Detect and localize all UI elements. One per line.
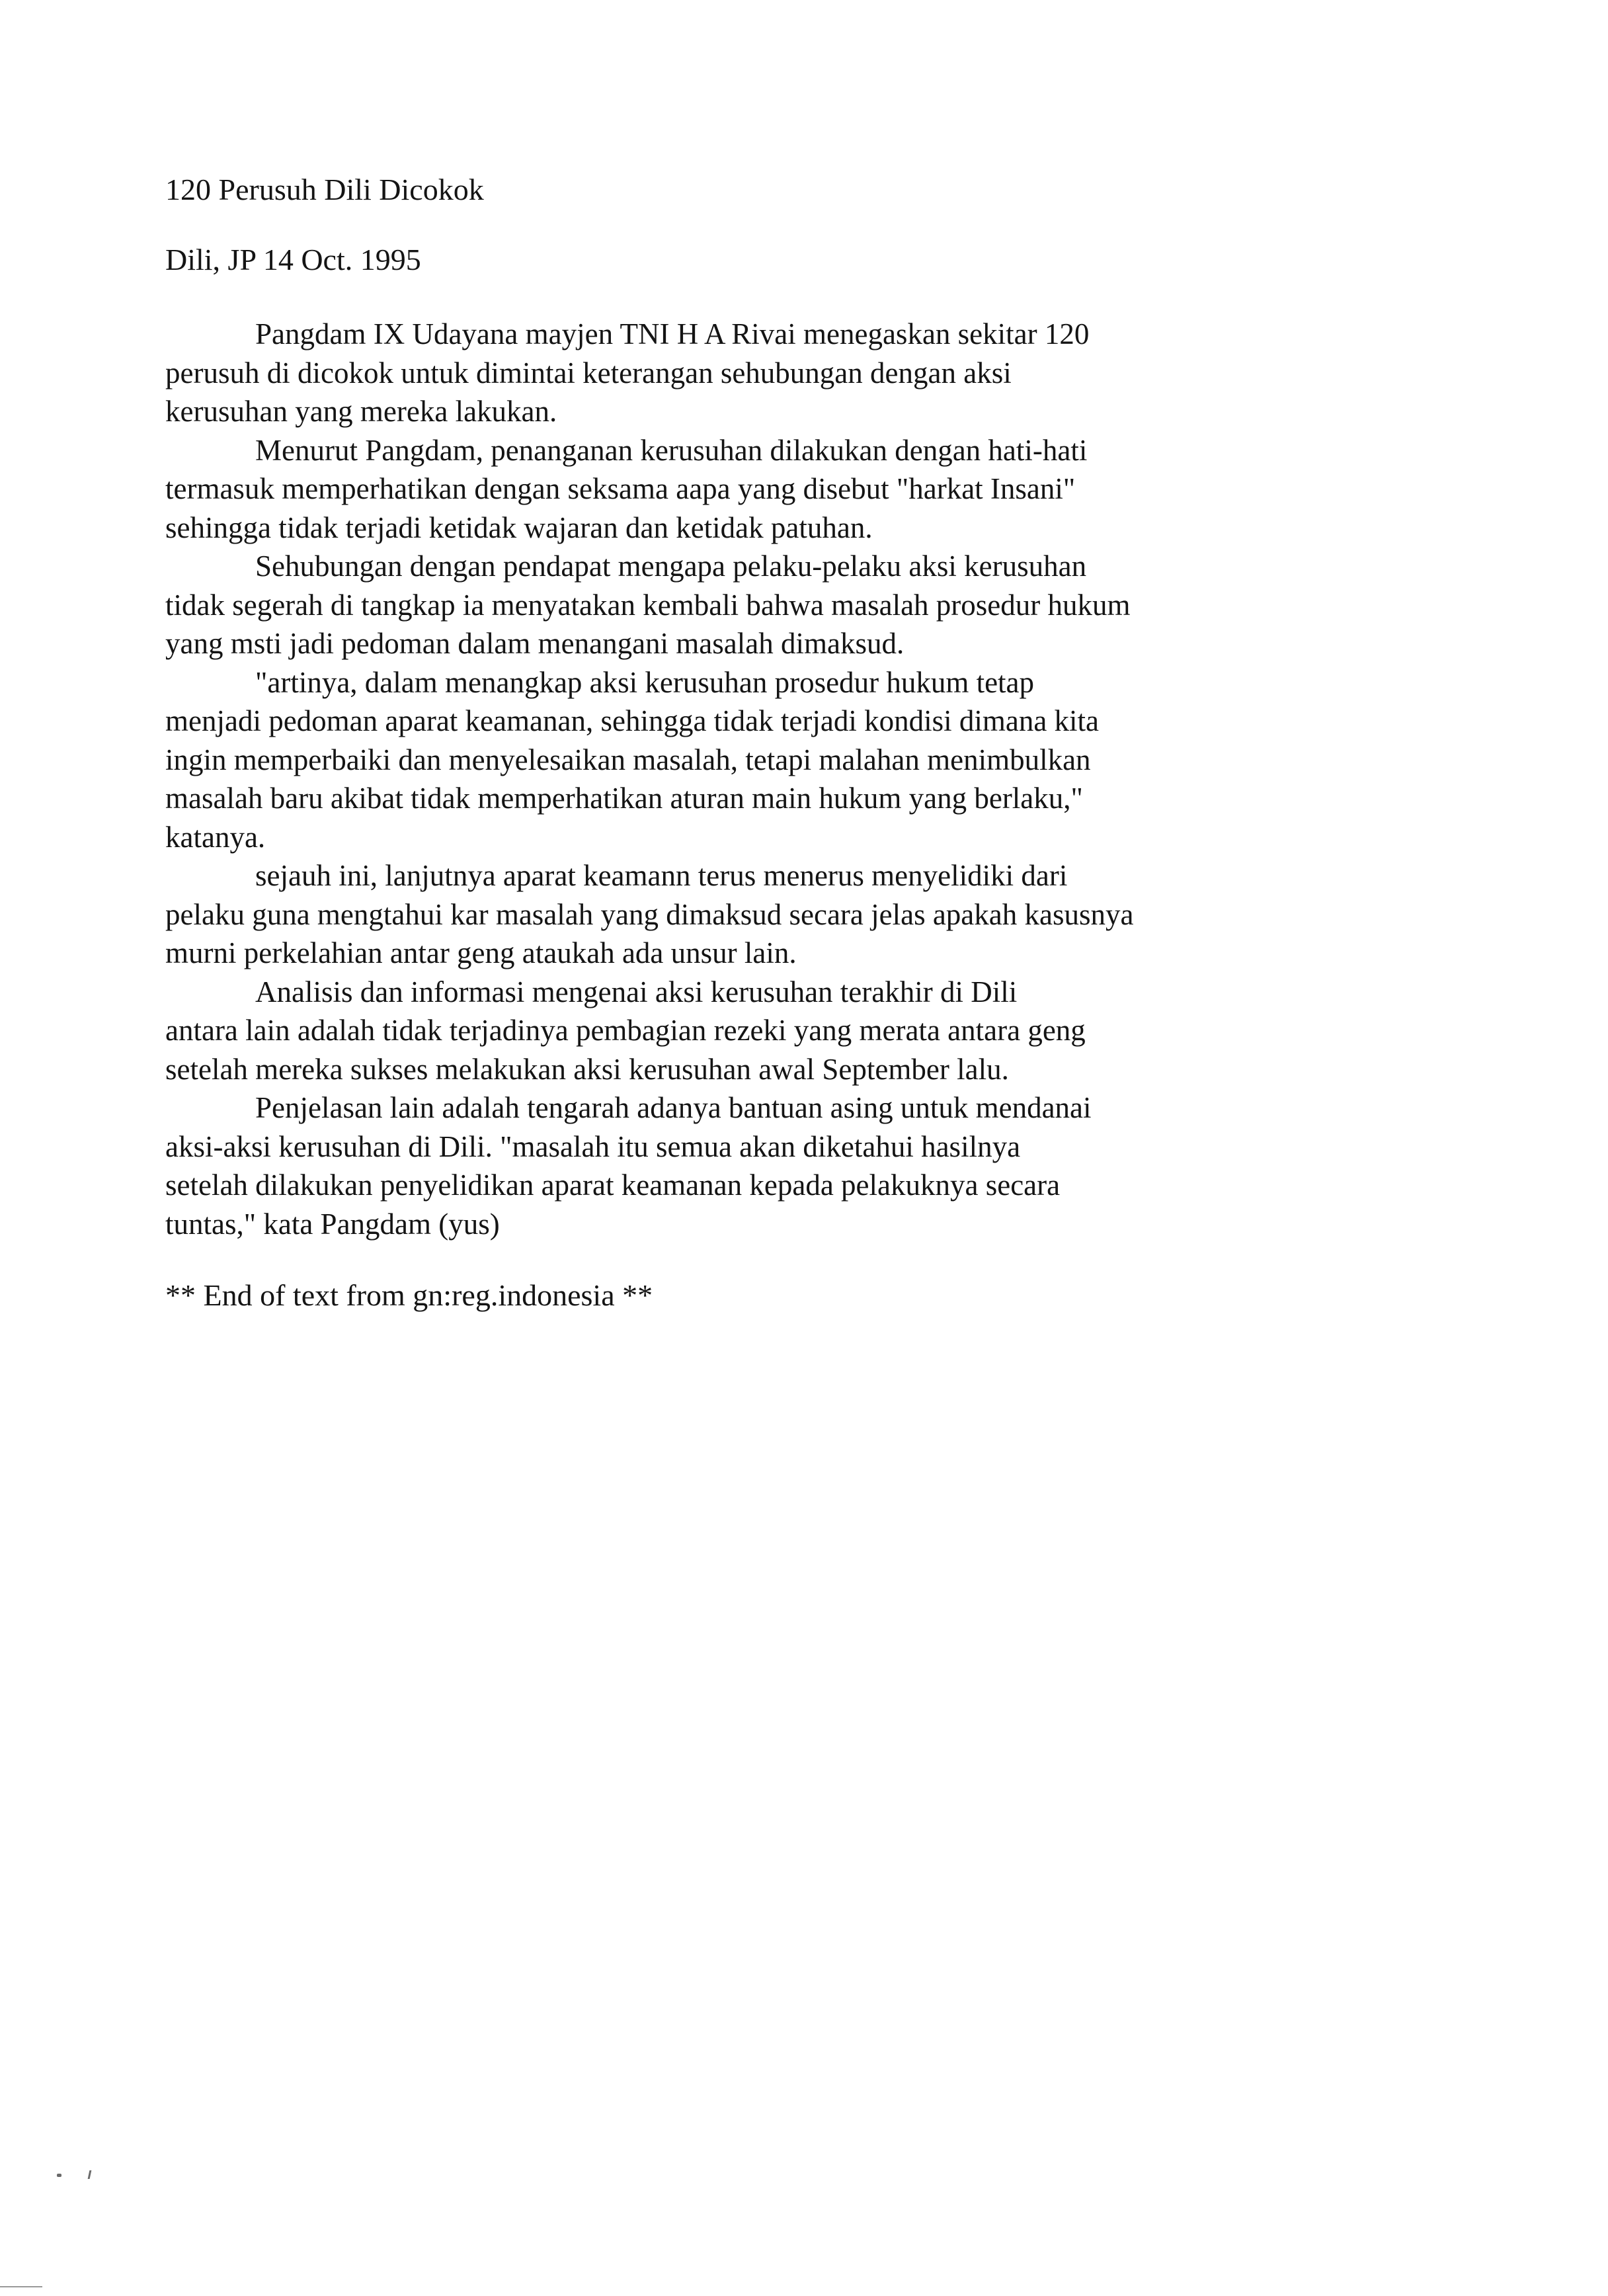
scan-speck [57, 2174, 61, 2177]
article-line: Analisis dan informasi mengenai aksi kerusuhan terakhir di Dili [255, 975, 1018, 1008]
article-line: yang msti jadi pedoman dalam menangani masalah dimaksud. [165, 627, 904, 660]
article-line: kerusuhan yang mereka lakukan. [165, 395, 557, 428]
article [165, 171, 1329, 1315]
article-line: sejauh ini, lanjutnya aparat keamann terus menerus menyelidiki dari [255, 859, 1068, 892]
article-line: tidak segerah di tangkap ia menyatakan kembali bahwa masalah prosedur hukum [165, 588, 1131, 622]
article-line: antara lain adalah tidak terjadinya pembagian rezeki yang merata antara geng [165, 1014, 1086, 1047]
article-line: "artinya, dalam menangkap aksi kerusuhan prosedur hukum tetap [255, 665, 1035, 699]
article-line: masalah baru akibat tidak memperhatikan aturan main hukum yang berlaku," [165, 782, 1083, 815]
article-line: Pangdam IX Udayana mayjen TNI H A Rivai menegaskan sekitar 120 [255, 317, 1090, 350]
article-line: murni perkelahian antar geng ataukah ada unsur lain. [165, 936, 797, 969]
article-line: katanya. [165, 820, 266, 854]
article-line: tuntas," kata Pangdam (yus) [165, 1207, 500, 1241]
article-line: ingin memperbaiki dan menyelesaikan masalah, tetapi malahan menimbulkan [165, 743, 1091, 776]
scan-speck [88, 2170, 92, 2179]
article-dateline: Dili, JP 14 Oct. 1995 [165, 243, 421, 276]
article-line: setelah dilakukan penyelidikan aparat keamanan kepada pelakuknya secara [165, 1168, 1061, 1202]
article-line: sehingga tidak terjadi ketidak wajaran dan ketidak patuhan. [165, 511, 873, 544]
article-line: setelah mereka sukses melakukan aksi kerusuhan awal September lalu. [165, 1052, 1009, 1086]
article-line: Penjelasan lain adalah tengarah adanya bantuan asing untuk mendanai [255, 1091, 1092, 1124]
article-line: pelaku guna mengtahui kar masalah yang dimaksud secara jelas apakah kasusnya [165, 897, 1134, 931]
end-of-text-note: ** End of text from gn:reg.indonesia ** [165, 1278, 653, 1312]
scan-edge-mark [0, 2286, 42, 2287]
article-line: termasuk memperhatikan dengan seksama aapa yang disebut "harkat Insani" [165, 472, 1076, 505]
article-title: 120 Perusuh Dili Dicokok [165, 173, 484, 206]
article-line: Menurut Pangdam, penanganan kerusuhan dilakukan dengan hati-hati [255, 433, 1088, 467]
article-body [165, 315, 1329, 1243]
article-line: menjadi pedoman aparat keamanan, sehingga tidak terjadi kondisi dimana kita [165, 704, 1100, 737]
article-line: Sehubungan dengan pendapat mengapa pelaku-pelaku aksi kerusuhan [255, 550, 1087, 583]
article-line: perusuh di dicokok untuk dimintai keterangan sehubungan dengan aksi [165, 356, 1012, 390]
article-line: aksi-aksi kerusuhan di Dili. "masalah itu semua akan diketahui hasilnya [165, 1129, 1021, 1163]
